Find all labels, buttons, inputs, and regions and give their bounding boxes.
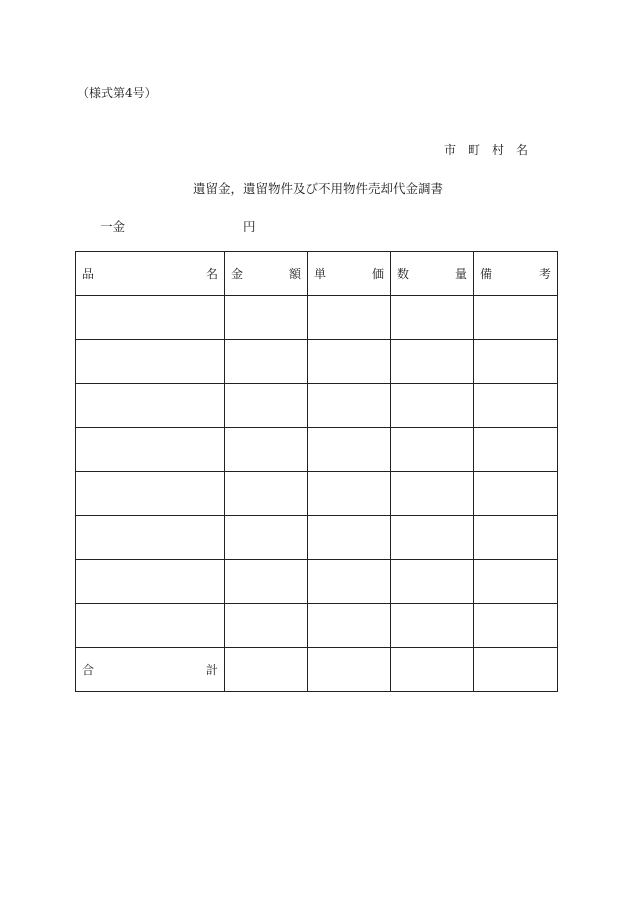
amount-unit: 円: [243, 219, 256, 234]
table-cell: [474, 516, 558, 560]
header-row: [76, 252, 558, 296]
table-cell: [474, 560, 558, 604]
header-item-name: 品 名: [76, 252, 225, 296]
table-cell: [225, 648, 308, 692]
table-cell: [76, 604, 225, 648]
municipality-label: [444, 141, 528, 158]
table-cell: [474, 604, 558, 648]
table-cell: [76, 560, 225, 604]
table-cell: [76, 296, 225, 340]
header-remarks: 備 考: [474, 252, 558, 296]
table-cell: [474, 384, 558, 428]
table-cell: [308, 604, 391, 648]
ledger-table: [75, 251, 558, 692]
table-cell: [391, 384, 474, 428]
table-row: [76, 472, 558, 516]
table-cell: [308, 560, 391, 604]
header-unit-price: 単 価: [308, 252, 391, 296]
table-cell: [308, 516, 391, 560]
table-cell: [308, 648, 391, 692]
table-cell: [225, 560, 308, 604]
table-cell: [391, 296, 474, 340]
table-cell: [474, 340, 558, 384]
table-cell: [76, 516, 225, 560]
muni-char: 市: [444, 143, 457, 157]
form-number: （様式第4号）: [77, 86, 157, 100]
table-cell: [391, 560, 474, 604]
table-row: [76, 428, 558, 472]
table-cell: [225, 296, 308, 340]
table-cell: [308, 340, 391, 384]
table-cell: [308, 384, 391, 428]
total-row: [76, 648, 558, 692]
table-cell: [76, 428, 225, 472]
table-cell: [391, 516, 474, 560]
table-cell: [225, 384, 308, 428]
table-cell: [474, 648, 558, 692]
table-cell: [225, 340, 308, 384]
table-cell: [391, 604, 474, 648]
table-cell: [474, 472, 558, 516]
table-cell: [76, 472, 225, 516]
table-row: [76, 296, 558, 340]
document-title: 遺留金，遺留物件及び不用物件売却代金調書: [192, 181, 443, 196]
table-cell: [474, 296, 558, 340]
table-cell: [391, 472, 474, 516]
table-cell: [391, 648, 474, 692]
table-row: [76, 560, 558, 604]
table-cell: [391, 428, 474, 472]
table-cell: [308, 472, 391, 516]
table-cell: [474, 428, 558, 472]
table-cell: [76, 340, 225, 384]
muni-char: 村: [492, 143, 505, 157]
table-cell: [225, 472, 308, 516]
table-cell: [225, 604, 308, 648]
amount-prefix: 一金: [100, 219, 126, 234]
table-cell: [76, 384, 225, 428]
table-cell: [225, 428, 308, 472]
table-row: [76, 384, 558, 428]
table-cell: [308, 296, 391, 340]
header-amount: 金 額: [225, 252, 308, 296]
muni-char: 町: [468, 143, 481, 157]
table-row: [76, 340, 558, 384]
muni-char: 名: [516, 143, 529, 157]
table-cell: [308, 428, 391, 472]
total-label: 合 計: [76, 648, 225, 692]
header-quantity: 数 量: [391, 252, 474, 296]
table-row: [76, 604, 558, 648]
table-row: [76, 516, 558, 560]
table-cell: [225, 516, 308, 560]
table-cell: [391, 340, 474, 384]
